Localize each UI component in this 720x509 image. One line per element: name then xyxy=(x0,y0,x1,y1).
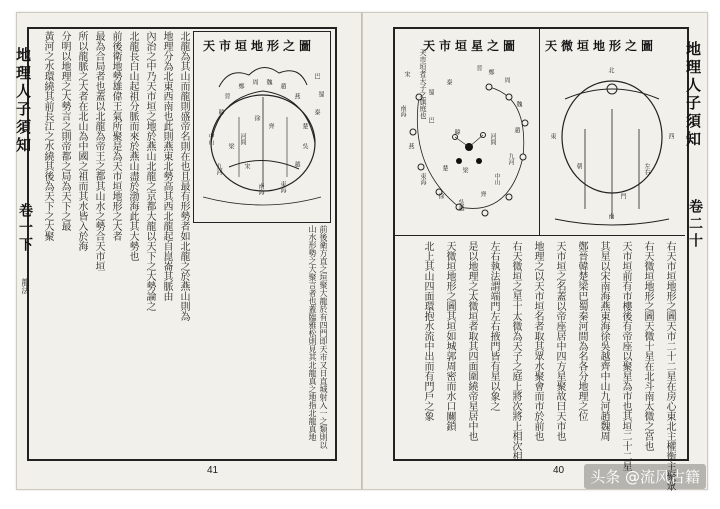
d2-label-qi: 齊 xyxy=(479,191,486,197)
d2-label-zhou: 周 xyxy=(503,77,510,83)
right-text-col-5: 鄭晉韓楚梁巴蜀秦河間為名各分地理之位 xyxy=(576,241,587,421)
d2-label-liang: 梁 xyxy=(461,167,468,173)
right-text-col-6: 天市垣之名蓋以帝座居中四方星聚故曰天市也 xyxy=(554,241,565,441)
d2-label-zheng: 鄭 xyxy=(487,69,494,75)
d2-label-hejian: 河間 xyxy=(489,133,496,145)
diagram-label-jiuhe: 九河 xyxy=(215,163,222,175)
d2-label-ba: 巴 xyxy=(427,117,434,123)
left-text-col-1: 北龍為其山而龍則盛帝名則在也且最有形勢者如北龍之於燕山則為 xyxy=(178,31,189,321)
diagram-label-nanhai: 南海 xyxy=(257,183,264,195)
left-text-col-9: 黃河之水環繞其前長江之水繞其後為天下之大聚 xyxy=(42,31,53,241)
d2-label-chu: 楚 xyxy=(441,165,448,171)
d2-label-zhongshan: 中山 xyxy=(493,173,500,185)
diagram-label-wu: 吳 xyxy=(301,143,308,149)
diagram-label-zhou: 周 xyxy=(251,79,258,85)
right-text-col-11: 天微垣地形之圖其垣如城郭周密而水口關鎖 xyxy=(444,241,455,431)
right-book-title: 地理人子須知 xyxy=(684,41,702,149)
diagram-label-qin: 秦 xyxy=(313,109,320,115)
diagram-label-donghai: 東海 xyxy=(279,181,286,193)
diagram-label-zheng: 鄭 xyxy=(237,83,244,89)
left-book-title: 地理人子須知 xyxy=(14,47,32,155)
d1-label-west: 西 xyxy=(667,133,674,139)
diagram-label-xu: 徐 xyxy=(253,115,260,121)
diagram-label-ba: 巴 xyxy=(313,73,320,79)
diagram-split xyxy=(539,27,540,235)
d2-label-qin: 秦 xyxy=(445,79,452,85)
left-page xyxy=(16,12,362,490)
d2-label-zhao: 趙 xyxy=(513,127,520,133)
right-diagram2-title: 天市垣星之圖 xyxy=(423,39,520,53)
right-page-number: 40 xyxy=(553,465,565,476)
right-diagram1-title: 天微垣地形之圖 xyxy=(545,39,658,53)
diagram-label-zhongshan: 中山 xyxy=(207,133,214,145)
diagram-label-hejian: 河間 xyxy=(239,133,246,145)
watermark: 头条 @流风古籍 xyxy=(584,464,706,489)
tianwei-terrain-diagram xyxy=(545,59,679,231)
diagram-label-yan: 燕 xyxy=(293,93,300,99)
right-text-col-3: 天市垣前有市樓後有帝座以聚星為市也其垣二十二星 xyxy=(620,241,631,471)
d1-label-left-right: 左右 xyxy=(643,163,650,175)
d2-label-shu: 蜀 xyxy=(427,89,434,95)
left-volume-label: 卷一下 xyxy=(17,203,33,254)
right-text-col-1: 右天市垣地形之圖天市二十二星在房心東北主權衡主聚眾 xyxy=(664,241,675,491)
left-text-col-6: 最為合局者也蓋以北龍為帝王之都其山水之勢合天市垣 xyxy=(93,31,104,271)
d1-label-chao: 朝 xyxy=(575,163,582,169)
diagram-label-shu: 蜀 xyxy=(317,91,324,97)
left-side-note: 龍法 xyxy=(21,278,30,294)
right-page xyxy=(362,12,708,490)
d2-label-han: 韓 xyxy=(453,129,460,135)
d2-label-wuyue: 吳越 xyxy=(457,199,464,211)
diagram-divider xyxy=(393,235,685,236)
d2-label-wei: 魏 xyxy=(515,101,522,107)
left-diagram-title: 天市垣地形之圖 xyxy=(203,39,316,53)
right-text-col-10: 是以地理之太微垣者取其四面圍繞帝星居中也 xyxy=(466,241,477,441)
left-text-col-2: 地理分為北東西南也此則燕東北勢高其西北龍起自崑崙其脈由 xyxy=(161,31,172,301)
diagram-label-song: 宋 xyxy=(243,163,250,169)
diagram-label-chu: 楚 xyxy=(301,123,308,129)
d2-label-jiuhe: 九河 xyxy=(507,153,514,165)
left-page-number: 41 xyxy=(207,465,219,476)
d1-label-east: 東 xyxy=(549,133,556,139)
right-volume-label: 卷二十 xyxy=(687,199,703,250)
right-text-col-2: 右天微垣地形之圖天微十星在北斗南太微之宮也 xyxy=(642,241,653,451)
diagram-label-wei: 魏 xyxy=(265,79,272,85)
diagram-label-liang: 梁 xyxy=(227,143,234,149)
d1-label-north: 北 xyxy=(607,67,614,73)
right-text-col-7: 地理之以天市垣名者取其眾水聚會而市於前也 xyxy=(532,241,543,441)
diagram-label-zhao: 趙 xyxy=(279,83,286,89)
d2-label-donghai: 東海 xyxy=(419,173,426,185)
diagram-label-qi: 齊 xyxy=(267,123,274,129)
d2-label-jin: 晉 xyxy=(475,65,482,71)
left-text-col-4: 北龍長白山起祖分脈而來於燕山盡於渤海此其大勢也 xyxy=(127,31,138,261)
right-text-col-4: 其星以宋南海燕東海徐吳越齊中山九河趙魏周 xyxy=(598,241,609,441)
d2-label-nanhai: 南海 xyxy=(399,105,406,117)
left-text-col-5: 前後衛地勢雄偉王氣所聚是為天市垣地形之大者 xyxy=(110,31,121,241)
d2-label-xu: 徐 xyxy=(437,193,444,199)
right-text-col-9: 左右執法謂端門左右掖門皆有星以象之 xyxy=(488,241,499,411)
left-text-col-3: 內治之中乃天市垣之地於燕山北龍之京都大龍以天下之大勢論之 xyxy=(144,31,155,311)
d1-label-south: 南 xyxy=(607,213,614,219)
d2-side-note: 天市垣者天子之旗庭也 xyxy=(419,49,427,119)
d2-label-yan: 燕 xyxy=(407,143,414,149)
diagram-label-han: 韓 xyxy=(217,109,224,115)
left-text-col-7: 所以龍脈之大者在北山為中國之祖而其水皆入於海 xyxy=(76,31,87,251)
diagram-label-jin: 晉 xyxy=(223,93,230,99)
diagram-label-yue: 越 xyxy=(293,161,300,167)
d2-label-song: 宋 xyxy=(403,71,410,77)
right-text-col-12: 北上其山四面環抱水流中出而有門戶之象 xyxy=(422,241,433,421)
right-text-col-8: 右天微垣之星十太微為天子之庭上將次將上相次相 xyxy=(510,241,521,461)
left-text-col-8: 分明以地理之大勢言之則帝都之局為天下之最 xyxy=(59,31,70,231)
d1-label-gate: 門 xyxy=(619,193,626,199)
left-diagram-caption: 前後衛方直之垣聚大龍於有四門即天市又日直城射入一之類則以山水形勢之大聚言者也蓋臨雅松則見其北龍真之地指北龍真地 xyxy=(308,225,328,449)
